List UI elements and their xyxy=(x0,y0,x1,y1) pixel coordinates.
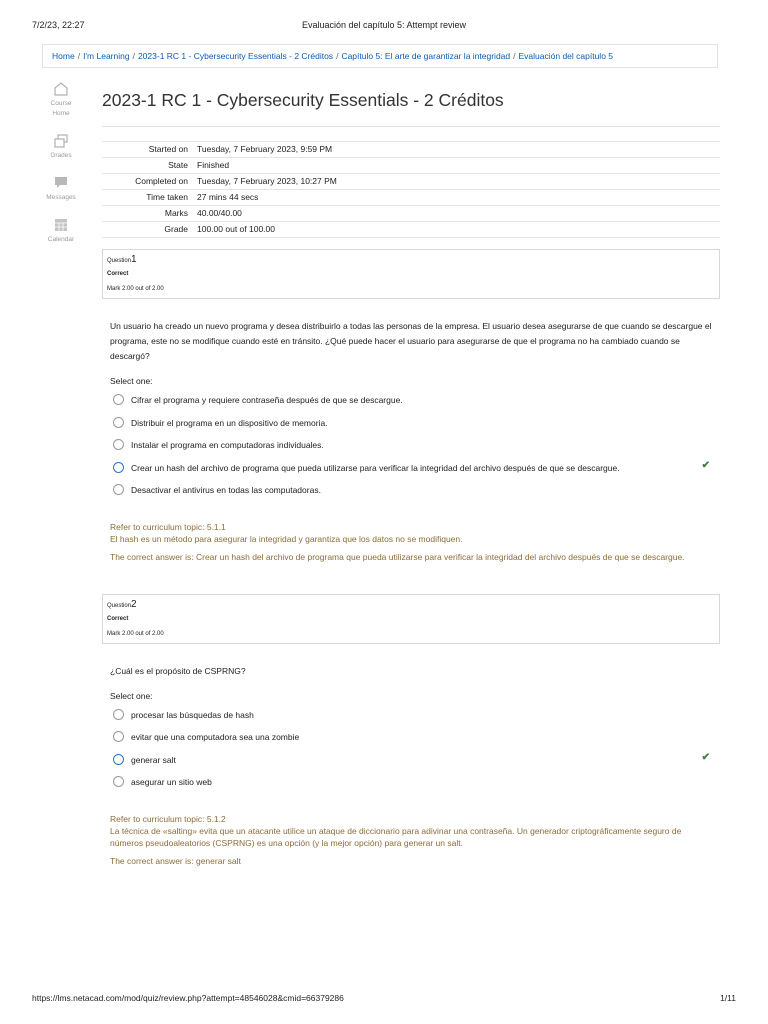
question-info-box xyxy=(102,249,720,299)
print-header xyxy=(32,20,736,32)
page-title: 2023-1 RC 1 - Cybersecurity Essentials - 2 Créditos xyxy=(102,90,504,110)
question-number: Question1 xyxy=(107,254,137,265)
question-state: Correct xyxy=(107,271,129,277)
summary-label: State xyxy=(168,160,188,170)
summary-value: 100.00 out of 100.00 xyxy=(197,224,275,234)
question-number: Question2 xyxy=(107,598,137,610)
answer-option[interactable] xyxy=(110,482,712,505)
correct-answer: The correct answer is: generar salt xyxy=(110,855,241,866)
answer-text: Cifrar el programa y requiere contraseña después de que se descargue. xyxy=(131,395,403,405)
radio-button[interactable] xyxy=(113,417,124,428)
summary-row xyxy=(102,190,720,206)
answer-text: Crear un hash del archivo de programa que pueda utilizarse para verificar la integridad del archivo después de que se descargue. xyxy=(131,462,620,473)
summary-value: 40.00/40.00 xyxy=(197,208,242,218)
question-state: Correct xyxy=(107,615,129,622)
answer-option[interactable] xyxy=(110,729,712,752)
summary-row xyxy=(102,142,720,158)
sidebar-item-grades[interactable] xyxy=(42,134,80,161)
question-mark: Mark 2.00 out of 2.00 xyxy=(107,286,164,292)
sidebar-item-messages[interactable] xyxy=(42,176,80,203)
select-one-label: Select one: xyxy=(110,690,153,701)
print-date: 7/2/23, 22:27 xyxy=(32,20,85,30)
sidebar-label: Calendar xyxy=(47,236,75,243)
question-text: ¿Cuál es el propósito de CSPRNG? xyxy=(110,665,246,676)
curriculum-topic: Refer to curriculum topic: 5.1.1 xyxy=(110,521,226,532)
breadcrumb-home[interactable]: Home xyxy=(52,51,75,61)
summary-row xyxy=(102,158,720,174)
main-content xyxy=(102,84,720,867)
attempt-summary-table xyxy=(102,141,720,238)
answer-option-selected[interactable] xyxy=(110,752,712,775)
feedback-explanation: El hash es un método para asegurar la integridad y garantiza que los datos no se modifiquen. xyxy=(110,533,463,544)
answer-text: evitar que una computadora sea una zombie xyxy=(131,732,300,742)
home-icon xyxy=(53,82,69,96)
answer-option-selected[interactable] xyxy=(110,460,712,483)
radio-button[interactable] xyxy=(113,776,124,787)
question-2 xyxy=(102,594,720,867)
sidebar-item-calendar[interactable] xyxy=(42,218,80,245)
answer-options xyxy=(110,392,712,505)
radio-button-selected[interactable] xyxy=(113,462,124,473)
answer-option[interactable] xyxy=(110,415,712,438)
feedback-explanation: La técnica de «salting» evita que un atacante utilice un ataque de diccionario para adivinar una contraseña. Un generador criptográficamente seguro de números pseudoaleatorios (CSPRNG) es una opción (y la mejor opción) para generar un salt. xyxy=(110,825,682,848)
question-text: Un usuario ha creado un nuevo programa y desea distribuirlo a todas las personas de la empresa. El usuario desea asegurarse de que cuando se descargue el programa, este no se modifique cuando esté en tránsito. ¿Qué puede hacer el usuario para asegurarse de que el programa no ha cambiado cuando se descargó? xyxy=(110,321,712,361)
sidebar-label: Messages xyxy=(46,194,76,201)
sidebar-label: Course Home xyxy=(50,100,72,117)
radio-button-selected[interactable] xyxy=(113,754,124,765)
summary-value: Tuesday, 7 February 2023, 9:59 PM xyxy=(197,144,333,154)
answer-text: generar salt xyxy=(131,754,176,765)
answer-option[interactable] xyxy=(110,437,712,460)
radio-button[interactable] xyxy=(113,439,124,450)
summary-label: Completed on xyxy=(135,176,188,186)
grades-icon xyxy=(53,134,69,148)
correct-check-icon: ✔ xyxy=(701,751,710,763)
radio-button[interactable] xyxy=(113,484,124,495)
messages-icon xyxy=(53,176,69,190)
question-1 xyxy=(102,249,720,563)
answer-options xyxy=(110,707,712,797)
answer-text: procesar las búsquedas de hash xyxy=(131,709,254,720)
summary-row xyxy=(102,206,720,222)
sidebar-label: Grades xyxy=(50,152,72,159)
answer-text: asegurar un sitio web xyxy=(131,777,212,787)
select-one-label: Select one: xyxy=(110,376,153,386)
answer-option[interactable] xyxy=(110,774,712,797)
breadcrumb-quiz[interactable]: Evaluación del capítulo 5 xyxy=(518,51,614,61)
summary-value: Tuesday, 7 February 2023, 10:27 PM xyxy=(197,176,337,186)
breadcrumb-im-learning[interactable]: I'm Learning xyxy=(83,51,130,61)
breadcrumb: Home / I'm Learning / 2023-1 RC 1 - Cybersecurity Essentials - 2 Créditos / Capítulo 5: El arte de garantizar la integridad / Evaluación del capítulo 5 xyxy=(42,44,718,68)
question-mark: Mark 2.00 out of 2.00 xyxy=(107,630,164,637)
radio-button[interactable] xyxy=(113,709,124,720)
correct-check-icon: ✔ xyxy=(701,459,710,471)
radio-button[interactable] xyxy=(113,731,124,742)
summary-label: Time taken xyxy=(146,192,188,202)
question-info-box xyxy=(102,594,720,644)
breadcrumb-course[interactable]: 2023-1 RC 1 - Cybersecurity Essentials - 2 Créditos xyxy=(137,51,334,61)
breadcrumb-chapter[interactable]: Capítulo 5: El arte de garantizar la integridad xyxy=(341,51,511,61)
answer-text: Instalar el programa en computadoras individuales. xyxy=(131,440,324,450)
summary-row xyxy=(102,174,720,190)
answer-option[interactable] xyxy=(110,392,712,415)
sidebar xyxy=(42,82,80,260)
question-feedback xyxy=(110,813,712,867)
sidebar-item-course-home[interactable] xyxy=(42,82,80,119)
summary-label: Marks xyxy=(164,208,188,218)
summary-label: Grade xyxy=(164,224,188,234)
calendar-icon xyxy=(53,218,69,232)
summary-label: Started on xyxy=(148,144,188,154)
answer-text: Desactivar el antivirus en todas las computadoras. xyxy=(131,485,321,495)
summary-value: Finished xyxy=(197,160,230,170)
question-feedback xyxy=(110,521,712,563)
page-url: https://lms.netacad.com/mod/quiz/review.php?attempt=48546028&cmid=66379286 xyxy=(32,993,344,1003)
radio-button[interactable] xyxy=(113,394,124,405)
summary-row xyxy=(102,222,720,238)
correct-answer: The correct answer is: Crear un hash del archivo de programa que pueda utilizarse para verificar la integridad del archivo después de que se descargue. xyxy=(110,551,685,562)
summary-value: 27 mins 44 secs xyxy=(197,192,259,202)
title-divider xyxy=(102,126,720,127)
answer-option[interactable] xyxy=(110,707,712,730)
print-title: Evaluación del capítulo 5: Attempt review xyxy=(301,20,467,30)
answer-text: Distribuir el programa en un dispositivo de memoria. xyxy=(131,417,328,428)
page-number: 1/11 xyxy=(720,993,736,1003)
curriculum-topic: Refer to curriculum topic: 5.1.2 xyxy=(110,813,226,824)
